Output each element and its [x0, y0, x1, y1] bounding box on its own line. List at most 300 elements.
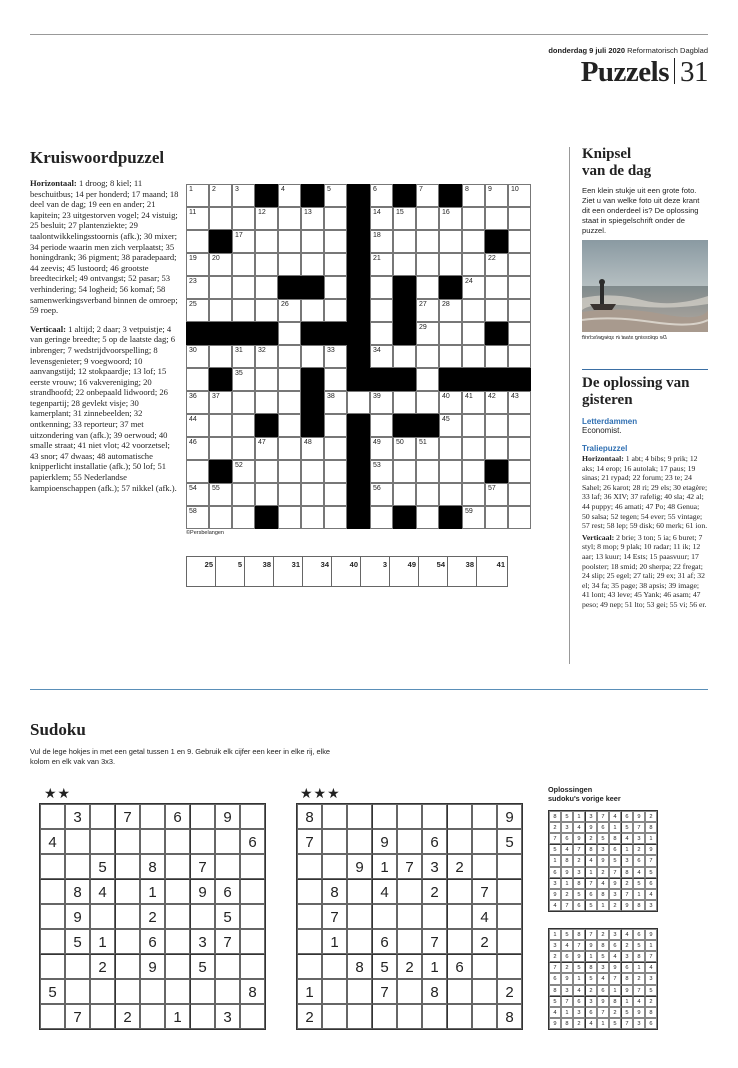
sudoku-cell[interactable]: [40, 879, 65, 904]
crossword-cell[interactable]: [232, 506, 255, 529]
crossword-cell[interactable]: [416, 345, 439, 368]
crossword-cell[interactable]: [301, 253, 324, 276]
crossword-cell[interactable]: [439, 345, 462, 368]
sudoku-cell[interactable]: [447, 879, 472, 904]
crossword-cell[interactable]: [301, 483, 324, 506]
crossword-cell[interactable]: [416, 506, 439, 529]
solution-cell[interactable]: 34: [302, 556, 331, 587]
sudoku-cell: 1: [372, 854, 397, 879]
sudoku-cell[interactable]: [215, 954, 240, 979]
sudoku-cell[interactable]: [322, 1004, 347, 1029]
crossword-cell[interactable]: [439, 207, 462, 230]
solution-digit: 9: [621, 900, 633, 911]
sudoku-cell[interactable]: [297, 854, 322, 879]
sudoku-cell[interactable]: [65, 829, 90, 854]
crossword-cell[interactable]: [324, 253, 347, 276]
solution-cell[interactable]: 40: [331, 556, 360, 587]
crossword-cell[interactable]: [255, 483, 278, 506]
crossword-cell[interactable]: [186, 184, 209, 207]
crossword-cell[interactable]: [324, 276, 347, 299]
crossword-cell[interactable]: [209, 506, 232, 529]
crossword-cell[interactable]: [462, 253, 485, 276]
sudoku-cell[interactable]: [240, 804, 265, 829]
crossword-cell[interactable]: [462, 391, 485, 414]
crossword-cell[interactable]: [370, 299, 393, 322]
sudoku-cell[interactable]: [397, 1004, 422, 1029]
sudoku-cell[interactable]: [472, 804, 497, 829]
sudoku-cell[interactable]: [240, 854, 265, 879]
crossword-cell[interactable]: [232, 276, 255, 299]
sudoku-cell[interactable]: [472, 854, 497, 879]
crossword-cell[interactable]: [508, 437, 531, 460]
solution-cell[interactable]: 5: [215, 556, 244, 587]
sudoku-cell[interactable]: [165, 979, 190, 1004]
solution-digit: 7: [621, 1018, 633, 1029]
sudoku-cell[interactable]: [65, 979, 90, 1004]
sudoku-cell[interactable]: [90, 1004, 115, 1029]
crossword-cell[interactable]: [416, 253, 439, 276]
crossword-cell[interactable]: [416, 437, 439, 460]
sudoku-cell[interactable]: [447, 904, 472, 929]
crossword-cell[interactable]: [278, 322, 301, 345]
crossword-cell[interactable]: [186, 506, 209, 529]
sudoku-cell[interactable]: [347, 879, 372, 904]
sudoku-cell[interactable]: [397, 979, 422, 1004]
sudoku-cell[interactable]: [215, 854, 240, 879]
crossword-cell[interactable]: [508, 207, 531, 230]
crossword-cell[interactable]: [324, 414, 347, 437]
crossword-cell[interactable]: [278, 253, 301, 276]
crossword-cell[interactable]: [416, 322, 439, 345]
crossword-cell[interactable]: [186, 483, 209, 506]
crossword-cell[interactable]: [393, 345, 416, 368]
solution-digit: 5: [549, 996, 561, 1007]
solution-cell[interactable]: 49: [389, 556, 418, 587]
crossword-cell[interactable]: [439, 230, 462, 253]
crossword-cell[interactable]: [462, 483, 485, 506]
sudoku-cell[interactable]: [190, 1004, 215, 1029]
sudoku-cell[interactable]: [115, 979, 140, 1004]
crossword-cell[interactable]: [232, 460, 255, 483]
crossword-cell[interactable]: [416, 460, 439, 483]
solution-cell[interactable]: 31: [273, 556, 302, 587]
sudoku-cell[interactable]: [165, 929, 190, 954]
sudoku-cell[interactable]: [347, 829, 372, 854]
crossword-cell[interactable]: [232, 437, 255, 460]
sudoku-cell[interactable]: [40, 904, 65, 929]
crossword-cell[interactable]: [508, 460, 531, 483]
sudoku-cell[interactable]: [347, 804, 372, 829]
sudoku-cell[interactable]: [422, 804, 447, 829]
sudoku-cell[interactable]: [215, 979, 240, 1004]
crossword-cell[interactable]: [186, 207, 209, 230]
crossword-cell[interactable]: [255, 460, 278, 483]
crossword-cell[interactable]: [232, 207, 255, 230]
crossword-cell[interactable]: [232, 414, 255, 437]
sudoku-cell[interactable]: [322, 954, 347, 979]
crossword-cell[interactable]: [462, 184, 485, 207]
crossword-cell[interactable]: [485, 345, 508, 368]
sudoku-cell[interactable]: [190, 904, 215, 929]
crossword-cell[interactable]: [439, 483, 462, 506]
sudoku-cell[interactable]: [165, 854, 190, 879]
sudoku-cell[interactable]: [472, 829, 497, 854]
crossword-cell[interactable]: [393, 391, 416, 414]
crossword-cell[interactable]: [278, 391, 301, 414]
sudoku-cell[interactable]: [422, 904, 447, 929]
crossword-cell[interactable]: [370, 322, 393, 345]
crossword-cell[interactable]: [232, 345, 255, 368]
sudoku-cell[interactable]: [297, 904, 322, 929]
crossword-cell[interactable]: [255, 230, 278, 253]
crossword-cell[interactable]: [393, 253, 416, 276]
crossword-cell[interactable]: [209, 184, 232, 207]
sudoku-cell[interactable]: [422, 1004, 447, 1029]
solution-digit: 7: [585, 878, 597, 889]
sudoku-cell[interactable]: [347, 1004, 372, 1029]
crossword-cell[interactable]: [324, 299, 347, 322]
crossword-cell[interactable]: [485, 184, 508, 207]
crossword-cell[interactable]: [232, 299, 255, 322]
crossword-cell[interactable]: [485, 253, 508, 276]
crossword-cell[interactable]: [255, 368, 278, 391]
solution-digit: 4: [585, 855, 597, 866]
crossword-cell[interactable]: [439, 437, 462, 460]
solution-digit: 2: [633, 973, 645, 984]
sudoku-cell[interactable]: [140, 804, 165, 829]
solution-cell[interactable]: 38: [244, 556, 273, 587]
crossword-cell[interactable]: [209, 414, 232, 437]
sudoku-cell[interactable]: [322, 804, 347, 829]
crossword-cell[interactable]: [232, 483, 255, 506]
crossword-cell[interactable]: [209, 391, 232, 414]
crossword-cell[interactable]: [278, 299, 301, 322]
crossword-cell[interactable]: [301, 506, 324, 529]
crossword-cell[interactable]: [301, 299, 324, 322]
crossword-cell[interactable]: [186, 276, 209, 299]
crossword-cell[interactable]: [278, 184, 301, 207]
solution-cell[interactable]: 41: [476, 556, 508, 587]
sudoku-cell[interactable]: [447, 979, 472, 1004]
sudoku-cell[interactable]: [115, 829, 140, 854]
crossword-cell[interactable]: [370, 391, 393, 414]
crossword-cell[interactable]: [370, 345, 393, 368]
crossword-cell[interactable]: [209, 437, 232, 460]
crossword-cell[interactable]: [439, 253, 462, 276]
crossword-cell[interactable]: [462, 230, 485, 253]
crossword-cell[interactable]: [278, 414, 301, 437]
crossword-cell[interactable]: [209, 345, 232, 368]
crossword-cell[interactable]: [508, 322, 531, 345]
crossword-cell[interactable]: [393, 437, 416, 460]
crossword-cell[interactable]: [232, 184, 255, 207]
crossword-cell[interactable]: [370, 184, 393, 207]
crossword-cell[interactable]: [508, 345, 531, 368]
sudoku-cell[interactable]: [140, 829, 165, 854]
crossword-cell[interactable]: [232, 253, 255, 276]
crossword-cell[interactable]: [278, 483, 301, 506]
crossword-cell[interactable]: [301, 460, 324, 483]
crossword-cell[interactable]: [370, 276, 393, 299]
sudoku-cell[interactable]: [40, 804, 65, 829]
crossword-cell[interactable]: [186, 414, 209, 437]
sudoku-cell[interactable]: [322, 979, 347, 1004]
crossword-cell[interactable]: [347, 391, 370, 414]
sudoku-cell[interactable]: [40, 954, 65, 979]
crossword-cell[interactable]: [324, 483, 347, 506]
sudoku-cell[interactable]: [447, 929, 472, 954]
solution-digit: 4: [561, 844, 573, 855]
sudoku-cell[interactable]: [190, 979, 215, 1004]
sudoku-cell[interactable]: [472, 954, 497, 979]
crossword-cell[interactable]: [324, 207, 347, 230]
sudoku-cell[interactable]: [372, 804, 397, 829]
crossword-cell[interactable]: [278, 368, 301, 391]
crossword-cell[interactable]: [209, 276, 232, 299]
sudoku-cell[interactable]: [472, 979, 497, 1004]
sudoku-cell[interactable]: [447, 1004, 472, 1029]
crossword-cell[interactable]: [508, 414, 531, 437]
sudoku-cell[interactable]: [90, 904, 115, 929]
crossword-cell[interactable]: [462, 299, 485, 322]
crossword-cell[interactable]: [255, 391, 278, 414]
sudoku-cell[interactable]: [297, 929, 322, 954]
crossword-cell[interactable]: [209, 253, 232, 276]
crossword-cell[interactable]: [508, 253, 531, 276]
crossword-cell[interactable]: [416, 184, 439, 207]
sudoku-cell[interactable]: [447, 829, 472, 854]
crossword-cell[interactable]: [301, 345, 324, 368]
crossword-cell[interactable]: [393, 483, 416, 506]
sudoku-cell[interactable]: [40, 929, 65, 954]
crossword-cell[interactable]: [439, 299, 462, 322]
crossword-cell[interactable]: [439, 322, 462, 345]
crossword-cell[interactable]: [186, 368, 209, 391]
crossword-cell[interactable]: [485, 299, 508, 322]
sudoku-cell[interactable]: [40, 1004, 65, 1029]
sudoku-cell[interactable]: [115, 879, 140, 904]
crossword-cell[interactable]: [508, 483, 531, 506]
solution-cell[interactable]: 38: [447, 556, 476, 587]
crossword-cell[interactable]: [278, 207, 301, 230]
sudoku-cell[interactable]: [497, 854, 522, 879]
sudoku-cell[interactable]: [90, 979, 115, 1004]
sudoku-cell[interactable]: [40, 854, 65, 879]
crossword-cell[interactable]: [186, 460, 209, 483]
crossword-cell[interactable]: [186, 345, 209, 368]
sudoku-cell[interactable]: [65, 854, 90, 879]
sudoku-cell[interactable]: [297, 954, 322, 979]
sudoku-cell[interactable]: [190, 804, 215, 829]
sudoku-cell[interactable]: [322, 829, 347, 854]
crossword-cell[interactable]: [255, 276, 278, 299]
sudoku-cell[interactable]: [240, 1004, 265, 1029]
crossword-cell[interactable]: [508, 276, 531, 299]
crossword-cell[interactable]: [301, 230, 324, 253]
crossword-cell[interactable]: [301, 207, 324, 230]
solution-cell[interactable]: 3: [360, 556, 389, 587]
crossword-cell[interactable]: [416, 391, 439, 414]
crossword-cell[interactable]: [186, 230, 209, 253]
crossword-cell[interactable]: [324, 368, 347, 391]
crossword-cell[interactable]: [209, 207, 232, 230]
crossword-cell[interactable]: [462, 437, 485, 460]
crossword-cell[interactable]: [462, 460, 485, 483]
sudoku-cell[interactable]: [90, 829, 115, 854]
sudoku-cell[interactable]: [397, 829, 422, 854]
crossword-cell[interactable]: [324, 460, 347, 483]
crossword-cell[interactable]: [301, 437, 324, 460]
sudoku-cell[interactable]: [165, 904, 190, 929]
crossword-cell[interactable]: [439, 414, 462, 437]
crossword-cell[interactable]: [324, 345, 347, 368]
crossword-cell[interactable]: [186, 391, 209, 414]
crossword-cell[interactable]: [255, 437, 278, 460]
sudoku-cell[interactable]: [215, 829, 240, 854]
crossword-cell[interactable]: [393, 207, 416, 230]
sudoku-cell: 7: [422, 929, 447, 954]
clue-number: 53: [373, 462, 381, 469]
crossword-cell[interactable]: [485, 391, 508, 414]
sudoku-cell[interactable]: [240, 929, 265, 954]
sudoku-cell[interactable]: [397, 929, 422, 954]
crossword-cell[interactable]: [485, 276, 508, 299]
sudoku-cell[interactable]: [497, 879, 522, 904]
crossword-cell[interactable]: [393, 230, 416, 253]
sudoku-cell[interactable]: [347, 979, 372, 1004]
sudoku-cell[interactable]: [397, 904, 422, 929]
sudoku-cell[interactable]: [115, 904, 140, 929]
sudoku-cell[interactable]: [240, 954, 265, 979]
crossword-cell[interactable]: [485, 437, 508, 460]
sudoku-cell[interactable]: [497, 954, 522, 979]
crossword-cell[interactable]: [370, 230, 393, 253]
crossword-cell[interactable]: [370, 437, 393, 460]
sudoku-cell[interactable]: [497, 929, 522, 954]
sudoku-cell[interactable]: [397, 879, 422, 904]
crossword-cell[interactable]: [462, 276, 485, 299]
crossword-cell[interactable]: [209, 483, 232, 506]
crossword-cell[interactable]: [485, 506, 508, 529]
crossword-cell[interactable]: [278, 230, 301, 253]
crossword-cell[interactable]: [439, 391, 462, 414]
crossword-cell[interactable]: [370, 207, 393, 230]
crossword-cell[interactable]: [324, 184, 347, 207]
sudoku-cell: 5: [215, 904, 240, 929]
crossword-cell[interactable]: [255, 345, 278, 368]
crossword-cell[interactable]: [462, 506, 485, 529]
sudoku-cell[interactable]: [397, 804, 422, 829]
crossword-cell[interactable]: [485, 207, 508, 230]
crossword-cell[interactable]: [416, 276, 439, 299]
crossword-cell[interactable]: [462, 207, 485, 230]
sudoku-cell[interactable]: [65, 954, 90, 979]
crossword-cell[interactable]: [324, 391, 347, 414]
solution-cell[interactable]: 54: [418, 556, 447, 587]
crossword-cell[interactable]: [416, 207, 439, 230]
crossword-cell[interactable]: [462, 322, 485, 345]
sudoku-cell[interactable]: [347, 929, 372, 954]
crossword-cell[interactable]: [324, 506, 347, 529]
crossword-cell[interactable]: [186, 299, 209, 322]
sudoku-cell: 7: [472, 879, 497, 904]
crossword-cell[interactable]: [416, 230, 439, 253]
crossword-cell[interactable]: [255, 299, 278, 322]
solution-cell[interactable]: 25: [186, 556, 215, 587]
solution-digit: 9: [585, 822, 597, 833]
sudoku-cell[interactable]: [115, 929, 140, 954]
sudoku-cell[interactable]: [322, 854, 347, 879]
crossword-cell[interactable]: [186, 437, 209, 460]
crossword-cell[interactable]: [255, 253, 278, 276]
clue-number: 17: [235, 232, 243, 239]
crossword-cell[interactable]: [370, 253, 393, 276]
solution-digit: 2: [609, 900, 621, 911]
crossword-cell[interactable]: [370, 506, 393, 529]
sudoku-cell[interactable]: [240, 904, 265, 929]
crossword-cell[interactable]: [278, 345, 301, 368]
crossword-cell[interactable]: [508, 299, 531, 322]
sudoku-cell[interactable]: [297, 879, 322, 904]
crossword-cell[interactable]: [278, 460, 301, 483]
crossword-cell[interactable]: [278, 506, 301, 529]
sudoku-cell[interactable]: [472, 1004, 497, 1029]
crossword-cell[interactable]: [370, 460, 393, 483]
sudoku-cell[interactable]: [372, 1004, 397, 1029]
crossword-cell[interactable]: [485, 483, 508, 506]
crossword-cell[interactable]: [209, 299, 232, 322]
sudoku-cell[interactable]: [240, 879, 265, 904]
crossword-cell[interactable]: [462, 414, 485, 437]
crossword-cell[interactable]: [508, 391, 531, 414]
sudoku-cell[interactable]: [115, 854, 140, 879]
sudoku-cell[interactable]: [190, 829, 215, 854]
crossword-cell[interactable]: [278, 437, 301, 460]
sudoku-cell[interactable]: [447, 804, 472, 829]
crossword-cell[interactable]: [508, 230, 531, 253]
crossword-cell[interactable]: [232, 230, 255, 253]
crossword-cell[interactable]: [508, 506, 531, 529]
crossword-cell[interactable]: [370, 483, 393, 506]
sudoku-cell[interactable]: [497, 904, 522, 929]
crossword-cell[interactable]: [324, 230, 347, 253]
sudoku-cell: 8: [65, 879, 90, 904]
crossword-cell[interactable]: [508, 184, 531, 207]
sudoku-cell[interactable]: [165, 954, 190, 979]
crossword-cell[interactable]: [324, 437, 347, 460]
sudoku-cell[interactable]: [165, 879, 190, 904]
sudoku-cell[interactable]: [372, 904, 397, 929]
crossword-cell[interactable]: [186, 253, 209, 276]
sudoku-cell[interactable]: [140, 1004, 165, 1029]
crossword-cell[interactable]: [416, 368, 439, 391]
crossword-cell[interactable]: [462, 345, 485, 368]
crossword-cell[interactable]: [393, 460, 416, 483]
crossword-cell[interactable]: [232, 368, 255, 391]
crossword-cell[interactable]: [370, 414, 393, 437]
crossword-cell[interactable]: [255, 207, 278, 230]
sudoku-cell[interactable]: [140, 979, 165, 1004]
crossword-cell[interactable]: [416, 483, 439, 506]
crossword-cell[interactable]: [439, 460, 462, 483]
crossword-cell[interactable]: [485, 414, 508, 437]
crossword-cell[interactable]: [416, 299, 439, 322]
sudoku-cell[interactable]: [90, 804, 115, 829]
sudoku-cell[interactable]: [347, 904, 372, 929]
sudoku-cell[interactable]: [115, 954, 140, 979]
sudoku-cell[interactable]: [165, 829, 190, 854]
crossword-cell[interactable]: [232, 391, 255, 414]
